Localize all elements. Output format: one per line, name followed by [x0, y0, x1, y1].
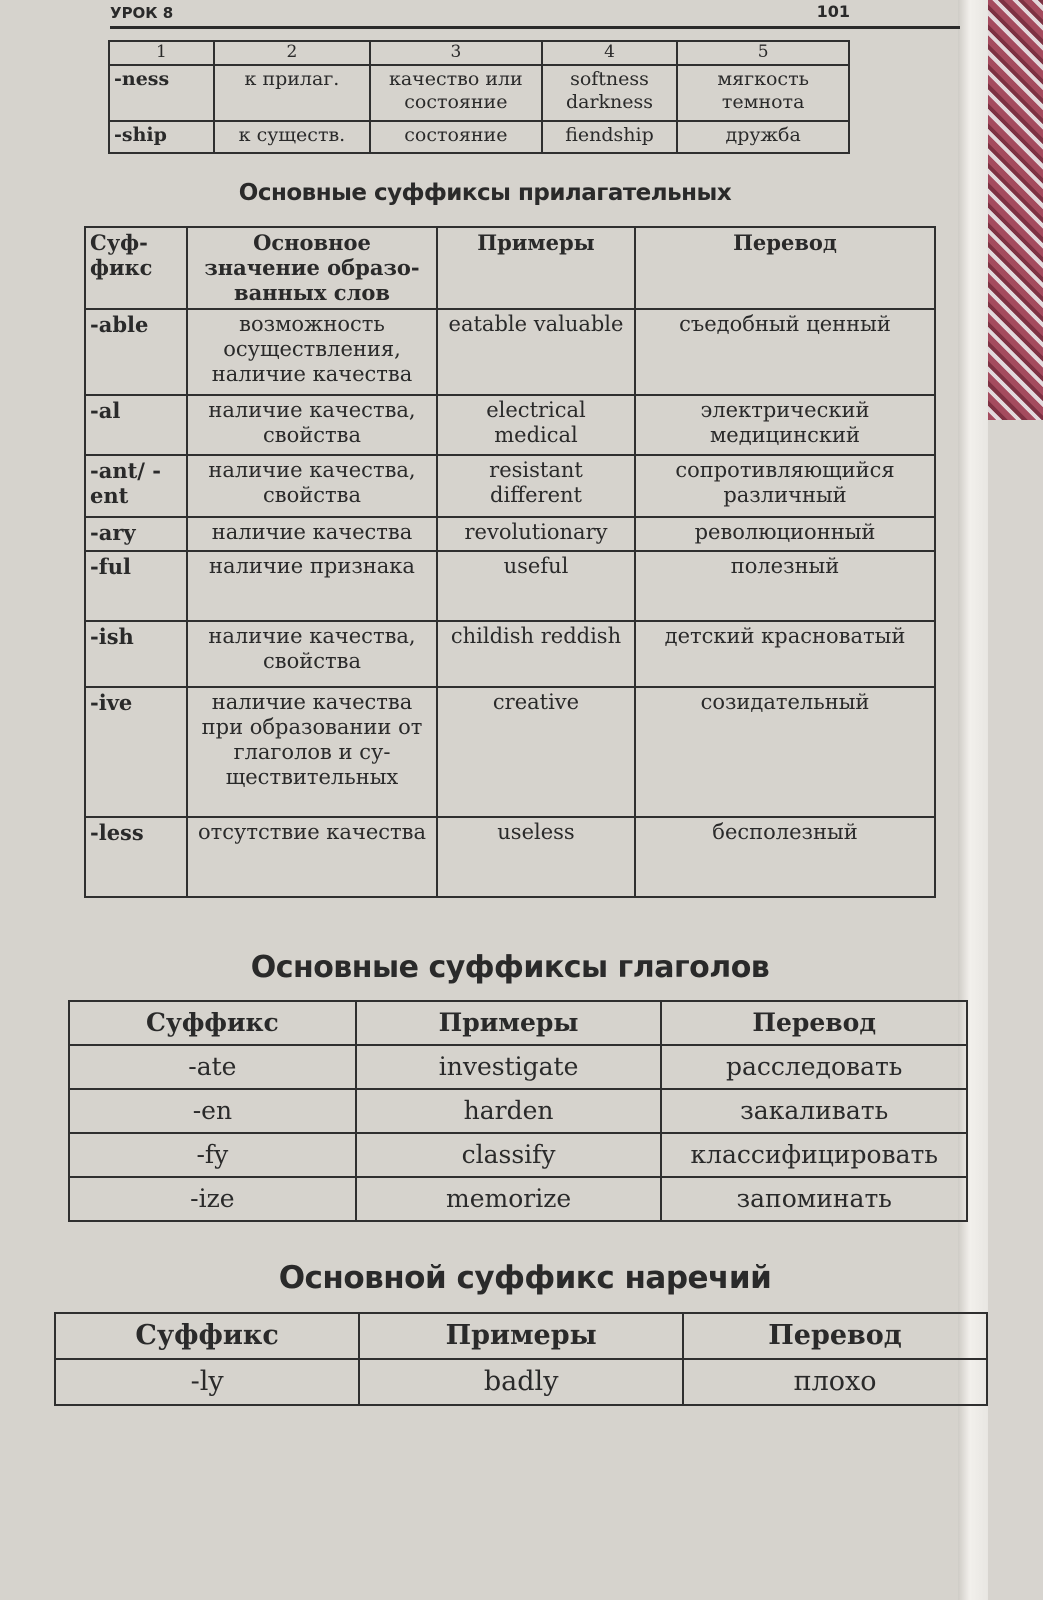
suffix-cell: -less	[85, 817, 187, 897]
translation-cell: бесполезный	[635, 817, 935, 897]
table-header-row	[69, 1001, 967, 1045]
examples-cell: useless	[437, 817, 635, 897]
adjectives-title: Основные суффиксы прилагательных	[238, 180, 732, 206]
translation-cell: детский красноватый	[635, 621, 935, 687]
verb-suffix-table	[68, 1000, 968, 1222]
header-suffix: Суффикс	[55, 1313, 359, 1359]
header-translation: Перевод	[683, 1313, 987, 1359]
suffix-cell: -ize	[69, 1177, 356, 1221]
examples-cell: resistant different	[437, 455, 635, 517]
column-number: 2	[214, 41, 370, 65]
examples-cell: childish reddish	[437, 621, 635, 687]
table-row	[85, 687, 935, 817]
table-row	[85, 309, 935, 395]
meaning-cell: наличие качества	[187, 517, 437, 551]
meaning-cell: наличие качества, свойства	[187, 621, 437, 687]
suffix-cell: -ful	[85, 551, 187, 621]
translation-cell: классифицировать	[661, 1133, 967, 1177]
noun-suffix-table	[108, 40, 850, 154]
translation-cell: плохо	[683, 1359, 987, 1405]
meaning-cell: наличие качества, свойства	[187, 455, 437, 517]
suffix-cell: -ness	[109, 65, 214, 121]
adjective-suffix-table	[84, 226, 936, 898]
suffix-cell: -ate	[69, 1045, 356, 1089]
page-header	[110, 4, 960, 29]
examples-cell: badly	[359, 1359, 683, 1405]
table-row	[85, 817, 935, 897]
table-row	[85, 395, 935, 455]
table-row	[69, 1089, 967, 1133]
suffix-cell: -ary	[85, 517, 187, 551]
header-suffix: Суффикс	[69, 1001, 356, 1045]
adverbs-title: Основной суффикс наречий	[278, 1260, 772, 1296]
translation-cell: съедобный ценный	[635, 309, 935, 395]
meaning-cell: качество или состояние	[370, 65, 542, 121]
suffix-cell: -al	[85, 395, 187, 455]
meaning-cell: наличие качества при образовании от глаголов и су-ществительных	[187, 687, 437, 817]
header-examples: Примеры	[359, 1313, 683, 1359]
suffix-cell: -able	[85, 309, 187, 395]
column-number: 3	[370, 41, 542, 65]
examples-cell: fiendship	[542, 121, 678, 153]
translation-cell: полезный	[635, 551, 935, 621]
examples-cell: eatable valuable	[437, 309, 635, 395]
table-row	[69, 1177, 967, 1221]
table-header-row	[85, 227, 935, 309]
suffix-cell: -ish	[85, 621, 187, 687]
table-header-row	[55, 1313, 987, 1359]
examples-cell: classify	[356, 1133, 662, 1177]
suffix-cell: -en	[69, 1089, 356, 1133]
fabric-background	[988, 0, 1043, 420]
translation-cell: революционный	[635, 517, 935, 551]
table-row	[85, 621, 935, 687]
table-row	[69, 1045, 967, 1089]
translation-cell: созидательный	[635, 687, 935, 817]
translation-cell: закаливать	[661, 1089, 967, 1133]
used-for-cell: к прилаг.	[214, 65, 370, 121]
translation-cell: сопротивляющийся различный	[635, 455, 935, 517]
examples-cell: investigate	[356, 1045, 662, 1089]
suffix-cell: -fy	[69, 1133, 356, 1177]
suffix-cell: -ive	[85, 687, 187, 817]
header-examples: Примеры	[356, 1001, 662, 1045]
suffix-cell: -ship	[109, 121, 214, 153]
table-row	[109, 41, 849, 65]
examples-cell: useful	[437, 551, 635, 621]
header-examples: Примеры	[437, 227, 635, 309]
header-translation: Перевод	[635, 227, 935, 309]
meaning-cell: состояние	[370, 121, 542, 153]
column-number: 4	[542, 41, 678, 65]
meaning-cell: наличие признака	[187, 551, 437, 621]
translation-cell: дружба	[677, 121, 849, 153]
adverb-suffix-table	[54, 1312, 988, 1406]
examples-cell: electrical medical	[437, 395, 635, 455]
suffix-cell: -ant/ -ent	[85, 455, 187, 517]
table-row	[85, 517, 935, 551]
examples-cell: softness darkness	[542, 65, 678, 121]
translation-cell: электрический медицинский	[635, 395, 935, 455]
page-number: 101	[816, 2, 850, 21]
meaning-cell: отсутствие качества	[187, 817, 437, 897]
header-meaning: Основное значение образо-ванных слов	[187, 227, 437, 309]
table-row	[85, 551, 935, 621]
examples-cell: harden	[356, 1089, 662, 1133]
examples-cell: revolutionary	[437, 517, 635, 551]
table-row	[55, 1359, 987, 1405]
verbs-title: Основные суффиксы глаголов	[250, 950, 770, 985]
column-number: 5	[677, 41, 849, 65]
examples-cell: memorize	[356, 1177, 662, 1221]
table-row	[109, 121, 849, 153]
meaning-cell: возможность осуществления, наличие качества	[187, 309, 437, 395]
column-number: 1	[109, 41, 214, 65]
header-translation: Перевод	[661, 1001, 967, 1045]
background	[988, 420, 1043, 1600]
suffix-cell: -ly	[55, 1359, 359, 1405]
header-suffix: Суф-фикс	[85, 227, 187, 309]
translation-cell: расследовать	[661, 1045, 967, 1089]
translation-cell: запоминать	[661, 1177, 967, 1221]
translation-cell: мягкость темнота	[677, 65, 849, 121]
lesson-label: УРОК 8	[110, 4, 174, 22]
table-row	[69, 1133, 967, 1177]
table-row	[109, 65, 849, 121]
meaning-cell: наличие качества, свойства	[187, 395, 437, 455]
used-for-cell: к существ.	[214, 121, 370, 153]
examples-cell: creative	[437, 687, 635, 817]
table-row	[85, 455, 935, 517]
